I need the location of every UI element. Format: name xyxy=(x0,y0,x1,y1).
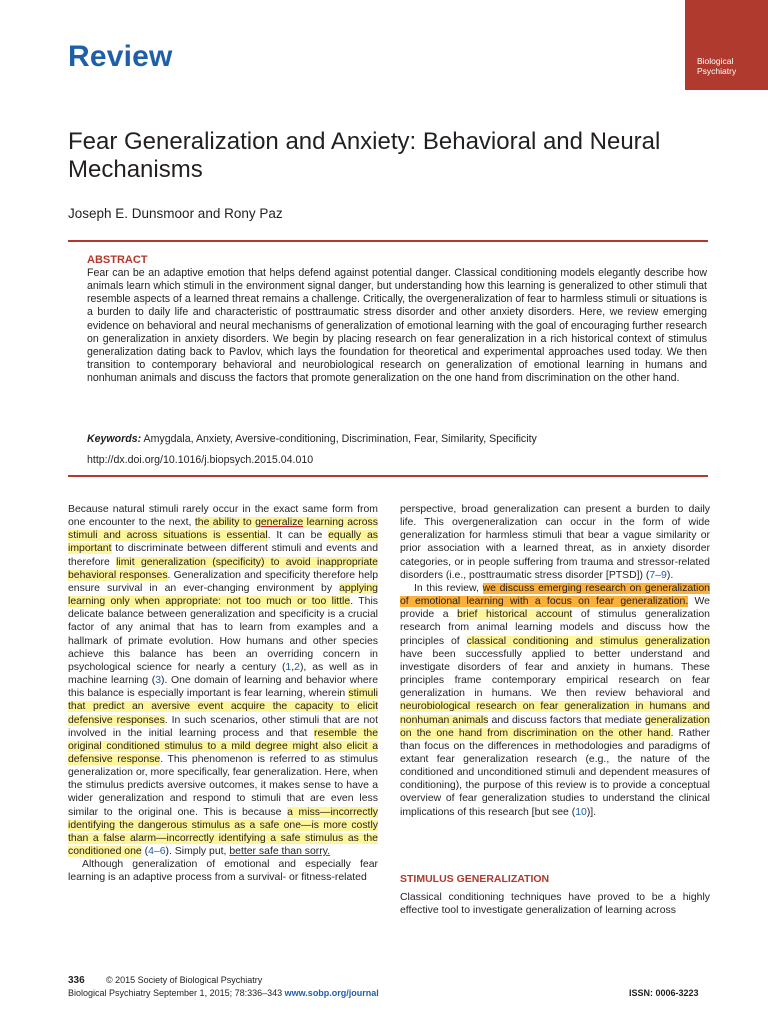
highlighted-text: brief historical account xyxy=(457,609,573,621)
keywords xyxy=(87,433,707,446)
highlighted-text: neurobiological research on fear generalization in humans and nonhuman animals xyxy=(400,701,710,726)
text-run: Because natural stimuli rarely occur in the exact same form from one encounter to the next, xyxy=(68,504,378,529)
abstract-text: Fear can be an adaptive emotion that helps defend against potential danger. Classical conditioning models elegantly describe how animals learn which stimuli in the environment signal danger, but understanding how this learning is generalized to other stimuli that resemble aspects of a learned threat remains a challenge. Critically, the overgeneralization of fear to harmless stimuli or situations is a burden to daily life and characteristic of posttraumatic stress disorder and other anxiety disorders. Here, we review emerging evidence on behavioral and neural mechanisms of generalization of emotional learning with the goal of encouraging further research on generalization in anxiety disorders. We begin by placing research on fear generalization in a rich historical context of stimulus generalization dating back to Pavlov, which lays the foundation for theoretical and experimental approaches used today. We then transition to contemporary behavioral and neurobiological research on generalization of emotional learning in humans and nonhuman animals and discuss the factors that promote generalization on the one hand from discrimination on the other hand. xyxy=(87,267,707,385)
text-run: ). Simply put, xyxy=(165,846,230,858)
text-run: . This delicate balance between generalization and specificity is a crucial factor of any animal that has to learn from examples and a hallmark of primate evolution. How humans and other species achieve this balance has been an overriding concern in psychological science for nearly a century ( xyxy=(68,596,378,673)
footer-citation xyxy=(68,988,379,998)
section-label: Review xyxy=(68,40,173,73)
text-run: In this review, xyxy=(414,582,483,594)
text-run: We provide a xyxy=(400,596,710,621)
abstract-top-rule xyxy=(68,240,708,242)
highlighted-text: classical conditioning and stimulus generalization xyxy=(466,635,711,647)
right-paragraph-1 xyxy=(400,503,710,582)
text-run: of stimulus generalization research from animal learning models and discuss how the principles of xyxy=(400,609,710,647)
left-paragraph-1 xyxy=(68,503,378,858)
abstract-bottom-rule xyxy=(68,475,708,477)
citation-link[interactable]: 2 xyxy=(294,661,300,673)
journal-url-link[interactable]: www.sobp.org/journal xyxy=(284,988,379,998)
text-run: . It can be xyxy=(267,530,329,542)
text-run: to discriminate between different stimuli and events and therefore xyxy=(68,543,378,568)
text-run: )]. xyxy=(586,806,597,818)
section-heading: STIMULUS GENERALIZATION xyxy=(400,873,550,885)
highlighted-text: learning across stimuli and across situations is essential xyxy=(68,517,378,542)
journal-badge xyxy=(685,0,768,90)
citation-link[interactable]: 7–9 xyxy=(649,569,667,581)
text-run: , xyxy=(291,661,295,673)
text-run: ). xyxy=(666,569,674,581)
keywords-list: Amygdala, Anxiety, Aversive-conditioning, Discrimination, Fear, Similarity, Specificity xyxy=(143,433,537,445)
text-run: ( xyxy=(141,846,149,858)
journal-badge-line1: Biological xyxy=(697,56,734,66)
text-run: perspective, broad generalization can present a burden to daily life. This overgeneralization can occur in the form of wide generalization for harmless stimuli that bear a vague similarity or prior association with a learned threat, as in anxiety disorder categories, or in people suffering from trauma and stressor-related disorders (i.e., posttraumatic stress disorder [PTSD]) ( xyxy=(400,504,710,581)
text-run: ). One domain of learning and behavior where this balance is especially important is fear learning, wherein xyxy=(68,675,379,700)
article-authors: Joseph E. Dunsmoor and Rony Paz xyxy=(68,206,283,221)
highlighted-text: generalization on the one hand from discrimination on the other hand xyxy=(400,714,710,739)
issn: ISSN: 0006-3223 xyxy=(629,988,699,998)
article-title: Fear Generalization and Anxiety: Behavioral and Neural Mechanisms xyxy=(68,128,661,183)
text-run: . Generalization and specificity therefore help ensure survival in an ever-changing environment by xyxy=(68,569,379,594)
citation-link[interactable]: 10 xyxy=(575,806,587,818)
highlighted-text: limit generalization (specificity) to avoid inappropriate behavioral responses xyxy=(68,556,378,581)
highlighted-text: stimuli that predict an aversive event acquire the capacity to elicit defensive responses xyxy=(68,688,378,726)
highlighted-text: generalize xyxy=(255,517,304,529)
section-text: Classical conditioning techniques have proved to be a highly effective tool to investigate generalization of learning across xyxy=(400,892,710,917)
keywords-label: Keywords: xyxy=(87,433,142,445)
text-run: . This phenomenon is referred to as stimulus generalization or, more specifically, fear generalization. Here, when the stimulus predicts aversive outcomes, it makes sense to have a wider generalization and respond to stimuli that are even less similar to the original one. This is because xyxy=(68,753,378,818)
highlighted-text: the ability to xyxy=(194,517,256,529)
left-paragraph-2: Although generalization of emotional and especially fear learning is an adaptive process from a survival- or fitness-related xyxy=(68,859,378,884)
doi-link[interactable]: http://dx.doi.org/10.1016/j.biopsych.2015.04.010 xyxy=(87,454,314,466)
citation-link[interactable]: 3 xyxy=(155,675,162,687)
citation-link[interactable]: 1 xyxy=(285,661,292,673)
journal-badge-line2: Psychiatry xyxy=(697,66,737,76)
highlighted-text: a miss—incorrectly identifying the dangerous stimulus as a safe one—is more costly than a false alarm—incorrectly identifying a safe stimulus as the conditioned one xyxy=(68,806,379,858)
text-run: ), as well as in machine learning ( xyxy=(68,661,378,687)
text-run: and discuss factors that mediate xyxy=(488,714,645,726)
citation-text: Biological Psychiatry September 1, 2015; 78:336–343 xyxy=(68,988,285,998)
body-column-right xyxy=(400,503,710,819)
highlighted-text: applying learning only when appropriate: not too much or too little xyxy=(68,582,378,608)
citation-link[interactable]: 4–6 xyxy=(148,846,166,858)
text-run: . Rather than focus on the differences in methodologies and paradigms of extant fear generalization research (e.g., the nature of the conditioned and unconditioned stimuli and dependent measures of conditioning), the purpose of this review is to provide a conceptual overview of fear generalization studies to understand the clinical implications of this research [but see ( xyxy=(400,727,710,818)
copyright: © 2015 Society of Biological Psychiatry xyxy=(106,975,263,985)
text-run: have been successfully applied to better understand and investigate disorders of fear and anxiety in humans. These principles frame contemporary empirical research on fear generalization in humans. We then review behavioral and xyxy=(400,648,710,700)
abstract-heading: ABSTRACT xyxy=(87,254,148,266)
highlighted-text: equally as important xyxy=(68,530,378,555)
body-column-left xyxy=(68,503,378,885)
page-number: 336 xyxy=(68,975,85,986)
right-paragraph-2 xyxy=(400,582,710,819)
highlighted-text: we discuss emerging research on generalization of emotional learning with a focus on fear generalization. xyxy=(400,582,710,608)
text-run: . In such scenarios, other stimuli that are not involved in the initial learning process and that xyxy=(68,714,378,739)
highlighted-text: better safe than sorry. xyxy=(229,846,331,858)
highlighted-text: resemble the original conditioned stimulus to a mild degree might also elicit a defensive response xyxy=(68,727,378,765)
